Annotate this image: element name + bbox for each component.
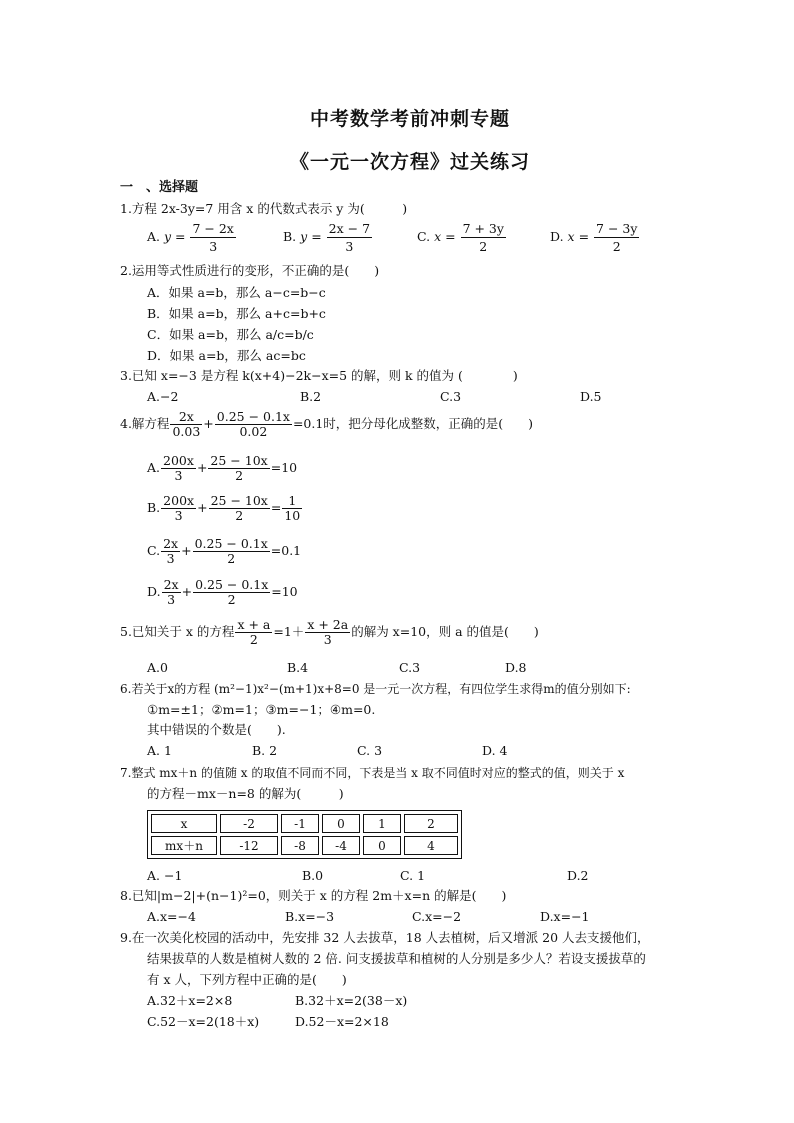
option-label: C. bbox=[417, 229, 431, 244]
question-7-stem: 7.整式 mx＋n 的值随 x 的取值不同而不同，下表是当 x 取不同值时对应的整式的值，则关于 x bbox=[120, 766, 625, 780]
denominator: 2 bbox=[235, 508, 244, 523]
variable: x bbox=[567, 229, 575, 244]
question-7-option-a: A. −1 bbox=[147, 868, 183, 883]
question-1-option-a: A. y = $\frac{7 - 2x}{3}$ bbox=[147, 221, 234, 254]
variable: y bbox=[300, 229, 308, 244]
operator: + bbox=[203, 416, 214, 431]
question-8-option-c: C.x=−2 bbox=[412, 909, 462, 924]
question-1-option-d: D. x = $\frac{7 - 3y}{2}$ bbox=[550, 221, 638, 254]
numerator: 25 − 10x bbox=[210, 493, 268, 508]
question-3-option-b: B.2 bbox=[300, 389, 322, 404]
denominator: 2 bbox=[249, 632, 258, 647]
numerator: 2x bbox=[170, 410, 202, 425]
question-1-option-c: C. x = $\frac{7 + 3y}{2}$ bbox=[417, 221, 504, 254]
right-hand-side: =0.1 bbox=[270, 543, 302, 558]
fraction bbox=[193, 578, 270, 607]
option-label: B. bbox=[283, 229, 297, 244]
question-6-stem: 6.若关于x的方程 (m²−1)x²−(m+1)x+8=0 是一元一次方程，有四位学生求得m的值分别如下: bbox=[120, 682, 631, 696]
question-6-option-c: C. 3 bbox=[357, 743, 383, 758]
fraction bbox=[209, 494, 270, 523]
question-9-option-c: C.52－x=2(18＋x) bbox=[147, 1014, 260, 1029]
denominator: 3 bbox=[166, 551, 175, 566]
fraction bbox=[594, 220, 639, 255]
variable: x bbox=[434, 229, 442, 244]
option-label: B. bbox=[147, 500, 161, 515]
question-4-option-d: D. $\frac{2x}{3}$ + $\frac{0.25 - 0.1x}{2}$ =10 bbox=[147, 577, 298, 607]
option-label: C. bbox=[147, 543, 161, 558]
table-cell: 1 bbox=[363, 814, 401, 833]
denominator: 3 bbox=[167, 592, 176, 607]
fraction bbox=[235, 618, 272, 647]
numerator: 7 − 3y bbox=[596, 221, 638, 236]
fraction bbox=[215, 410, 292, 439]
question-5-option-b: B.4 bbox=[287, 660, 309, 675]
numerator: x + 2a bbox=[307, 617, 349, 632]
question-3-option-c: C.3 bbox=[440, 389, 462, 404]
question-5-stem bbox=[120, 618, 539, 647]
table-cell: 4 bbox=[404, 836, 458, 855]
value-table bbox=[147, 810, 462, 859]
question-3-stem: 3.已知 x=−3 是方程 k(x+4)−2k−x=5 的解，则 k 的值为 ( ) bbox=[120, 368, 518, 383]
table-row bbox=[151, 836, 458, 855]
question-4-option-a: A. $\frac{200x}{3}$ + $\frac{25 - 10x}{2}$ =10 bbox=[147, 453, 298, 483]
question-1-option-b: B. y = $\frac{2x - 7}{3}$ bbox=[283, 221, 371, 254]
question-5-option-a: A.0 bbox=[147, 660, 168, 675]
fraction bbox=[461, 220, 506, 255]
question-2-stem: 2.运用等式性质进行的变形，不正确的是( ) bbox=[120, 263, 380, 278]
numerator: 25 − 10x bbox=[210, 453, 268, 468]
fraction bbox=[305, 618, 350, 647]
option-label: D. bbox=[147, 584, 161, 599]
stem-text: 5.已知关于 x 的方程 bbox=[120, 624, 235, 639]
question-7-option-c: C. 1 bbox=[400, 868, 426, 883]
question-8-option-b: B.x=−3 bbox=[285, 909, 335, 924]
question-4-stem bbox=[120, 410, 533, 439]
denominator: 2 bbox=[612, 239, 621, 254]
denominator: 3 bbox=[323, 632, 332, 647]
denominator: 3 bbox=[174, 468, 183, 483]
question-9-line-3: 有 x 人，下列方程中正确的是( ) bbox=[147, 972, 347, 987]
numerator: x + a bbox=[237, 617, 271, 632]
page-subtitle: 《一元一次方程》过关练习 bbox=[289, 151, 530, 173]
denominator: 2 bbox=[235, 468, 244, 483]
equals-sign: = bbox=[270, 500, 282, 515]
table-row bbox=[151, 814, 458, 833]
question-7-line-2: 的方程－mx－n=8 的解为( ) bbox=[147, 786, 344, 801]
right-hand-side: =10 bbox=[271, 584, 298, 599]
question-6-line-2: ①m=±1；②m=1；③m=−1；④m=0. bbox=[147, 702, 376, 717]
denominator: 3 bbox=[209, 239, 218, 254]
question-6-option-b: B. 2 bbox=[252, 743, 278, 758]
fraction bbox=[208, 454, 269, 483]
fraction bbox=[161, 454, 196, 483]
table-cell: 0 bbox=[322, 814, 360, 833]
numerator: 0.25 − 0.1x bbox=[194, 536, 268, 551]
question-2-option-d: D．如果 a=b，那么 ac=bc bbox=[147, 348, 306, 363]
denominator: 0.03 bbox=[172, 424, 201, 439]
option-label: D. bbox=[550, 229, 564, 244]
table-cell: 0 bbox=[363, 836, 401, 855]
question-8-option-a: A.x=−4 bbox=[147, 909, 196, 924]
numerator: 0.25 − 0.1x bbox=[216, 409, 290, 424]
question-3-option-d: D.5 bbox=[580, 389, 602, 404]
question-2-option-c: C．如果 a=b，那么 a/c=b/c bbox=[147, 327, 314, 342]
table-cell: -8 bbox=[281, 836, 319, 855]
stem-text: =0.1时，把分母化成整数，正确的是( ) bbox=[292, 416, 534, 431]
denominator: 2 bbox=[227, 551, 236, 566]
numerator: 0.25 − 0.1x bbox=[195, 577, 269, 592]
variable: y bbox=[164, 229, 172, 244]
question-9-option-d: D.52－x=2×18 bbox=[295, 1014, 389, 1029]
fraction bbox=[193, 537, 270, 566]
option-label: A. bbox=[147, 229, 161, 244]
table-cell: -12 bbox=[220, 836, 278, 855]
table-cell: x bbox=[151, 814, 217, 833]
question-9-option-b: B.32＋x=2(38－x) bbox=[295, 993, 408, 1008]
denominator: 0.02 bbox=[239, 424, 268, 439]
question-3-option-a: A.−2 bbox=[147, 389, 179, 404]
denominator: 3 bbox=[345, 239, 354, 254]
question-7-option-b: B.0 bbox=[302, 868, 324, 883]
numerator: 200x bbox=[163, 493, 195, 508]
denominator: 3 bbox=[174, 508, 183, 523]
question-4-option-c: C. $\frac{2x}{3}$ + $\frac{0.25 - 0.1x}{2}$ =0.1 bbox=[147, 536, 302, 566]
fraction bbox=[282, 494, 302, 523]
question-9-option-a: A.32＋x=2×8 bbox=[147, 993, 233, 1008]
fraction bbox=[161, 537, 180, 566]
table-cell: mx＋n bbox=[151, 836, 217, 855]
stem-text: 的解为 x=10，则 a 的值是( ) bbox=[351, 624, 539, 639]
page-title: 中考数学考前冲刺专题 bbox=[309, 108, 510, 130]
fraction bbox=[161, 494, 196, 523]
numerator: 200x bbox=[163, 453, 194, 468]
question-8-stem: 8.已知|m−2|+(n−1)²=0，则关于 x 的方程 2m＋x=n 的解是( ) bbox=[120, 888, 507, 903]
question-5-option-d: D.8 bbox=[505, 660, 527, 675]
numerator: 2x bbox=[163, 536, 179, 551]
numerator: 7 + 3y bbox=[462, 221, 504, 236]
denominator: 10 bbox=[284, 508, 301, 523]
question-5-option-c: C.3 bbox=[399, 660, 421, 675]
question-6-line-3: 其中错误的个数是( ). bbox=[147, 722, 286, 737]
denominator: 2 bbox=[227, 592, 236, 607]
table-cell: -4 bbox=[322, 836, 360, 855]
fraction bbox=[327, 220, 372, 255]
fraction bbox=[170, 410, 202, 439]
question-6-option-a: A. 1 bbox=[147, 743, 172, 758]
numerator: 2x − 7 bbox=[328, 221, 371, 236]
question-4-option-b: B. $\frac{200x}{3}$ + $\frac{25 - 10x}{2}$ = $\frac{1}{10}$ bbox=[147, 493, 301, 523]
numerator: 7 − 2x bbox=[192, 221, 234, 236]
stem-text: =1＋ bbox=[273, 624, 305, 639]
table-cell: -1 bbox=[281, 814, 319, 833]
question-9-stem: 9.在一次美化校园的活动中，先安排 32 人去拔草，18 人去植树，后又增派 20 人去支援他们， bbox=[120, 930, 650, 945]
question-8-option-d: D.x=−1 bbox=[540, 909, 590, 924]
numerator: 2x bbox=[163, 577, 179, 592]
stem-text: 4.解方程 bbox=[120, 416, 170, 431]
question-7-option-d: D.2 bbox=[567, 868, 589, 883]
right-hand-side: =10 bbox=[270, 460, 298, 475]
table-cell: 2 bbox=[404, 814, 458, 833]
question-1-stem: 1.方程 2x-3y=7 用含 x 的代数式表示 y 为( ) bbox=[120, 201, 408, 216]
table-cell: -2 bbox=[220, 814, 278, 833]
denominator: 2 bbox=[479, 239, 488, 254]
question-2-option-b: B．如果 a=b，那么 a+c=b+c bbox=[147, 306, 326, 321]
numerator: 1 bbox=[282, 494, 302, 509]
fraction bbox=[190, 220, 235, 255]
fraction bbox=[162, 578, 181, 607]
question-9-line-2: 结果拔草的人数是植树人数的 2 倍. 问支援拔草和植树的人分别是多少人？若设支援拔草的 bbox=[147, 951, 646, 966]
section-heading: 一 、选择题 bbox=[120, 180, 199, 195]
question-6-option-d: D. 4 bbox=[482, 743, 508, 758]
option-label: A. bbox=[147, 460, 161, 475]
question-2-option-a: A．如果 a=b，那么 a−c=b−c bbox=[147, 285, 326, 300]
